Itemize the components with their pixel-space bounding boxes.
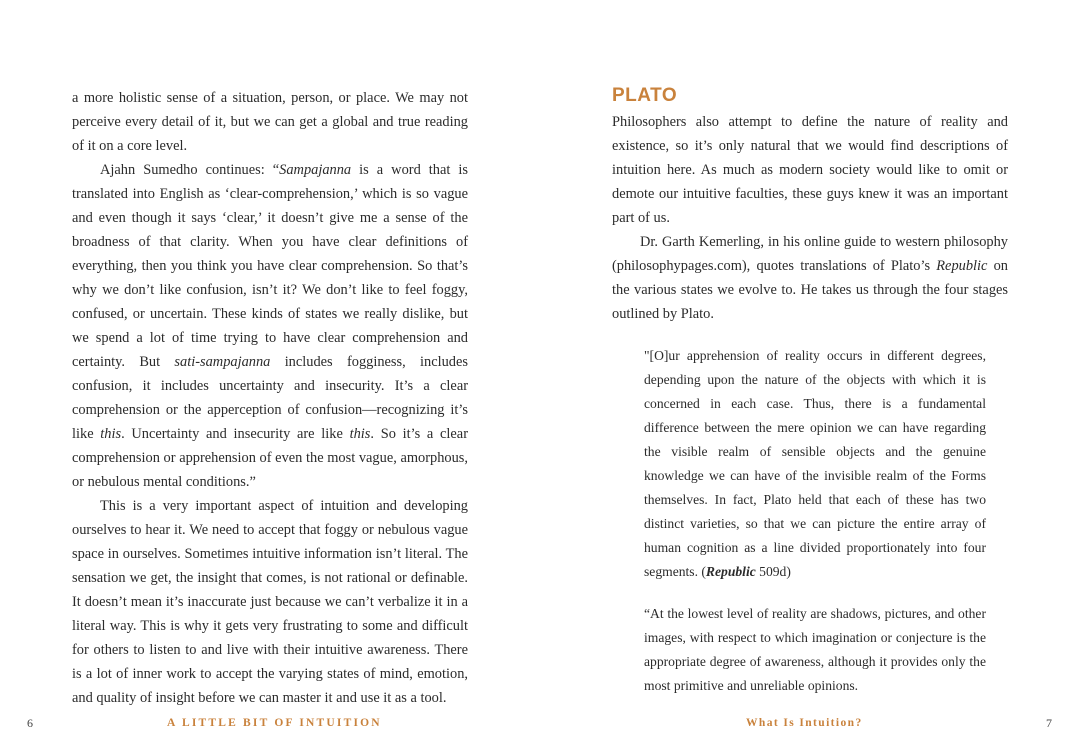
page-number-right: 7 xyxy=(1046,716,1052,730)
running-head-right: What Is Intuition? xyxy=(746,717,863,729)
paragraph: Ajahn Sumedho continues: “Sampajanna is a word that is translated into English as ‘clear-comprehension,’ which is so vague and even though it says ‘clear,’ it doesn’t give me a sense of the broadness of that clarity. When you have clear definitions of everything, then you think you have clear comprehension. So that’s why we don’t like confusion, isn’t it? We don’t like to feel foggy, confused, or uncertain. These kinds of states we really dislike, but we spend a lot of time trying to have clear comprehension and certainty. But sati-sampajanna includes fogginess, includes confusion, it includes uncertainty and insecurity. It’s a clear comprehension or the apperception of confusion—recognizing it’s like this. Uncertainty and insecurity are like this. So it’s a clear comprehension or apprehension of even the most vague, amorphous, or nebulous mental conditions.” xyxy=(72,162,468,490)
paragraph: Philosophers also attempt to define the nature of reality and existence, so it’s only natural that we would find descriptions of intuition here. As much as modern society would like to omit or demote our intuitive faculties, these guys knew it was an important part of us. xyxy=(612,114,1008,226)
block-quote: “At the lowest level of reality are shadows, pictures, and other images, with respect to which imagination or conjecture is the appropriate degree of awareness, although it provides only the most primitive and unreliable opinions. xyxy=(644,606,986,693)
paragraph: a more holistic sense of a situation, person, or place. We may not perceive every detail of it, but we can get a global and true reading of it on a core level. xyxy=(72,90,468,154)
running-head-left: A LITTLE BIT OF INTUITION xyxy=(167,717,382,729)
right-page-body xyxy=(612,84,1008,698)
section-heading: PLATO xyxy=(612,85,678,106)
block-quote: "[O]ur apprehension of reality occurs in different degrees, depending upon the nature of the objects with which it is concerned in each case. Thus, there is a fundamental difference between the mere opinion we can have regarding the visible realm of sensible objects and the genuine knowledge we can have of the invisible realm of the Forms themselves. In fact, Plato held that each of these has two distinct varieties, so that we can picture the entire array of human cognition as a line divided proportionately into four segments. (Republic 509d) xyxy=(644,348,986,579)
page-number-left: 6 xyxy=(27,716,33,730)
paragraph: Dr. Garth Kemerling, in his online guide to western philosophy (philosophypages.com), quotes translations of Plato’s Republic on the various states we evolve to. He takes us through the four stages outlined by Plato. xyxy=(612,234,1008,322)
paragraph: This is a very important aspect of intuition and developing ourselves to hear it. We need to accept that foggy or nebulous vague space in ourselves. Sometimes intuitive information isn’t literal. The sensation we get, the insight that comes, is not rational or definable. It doesn’t mean it’s inaccurate just because we can’t verbalize it in a literal way. This is why it gets very frustrating to some and difficult for others to listen to and live with their intuitive awareness. There is a lot of inner work to accept the varying states of mind, emotion, and quality of insight before we can master it and use it as a tool. xyxy=(72,498,468,706)
left-page-body xyxy=(72,86,468,710)
